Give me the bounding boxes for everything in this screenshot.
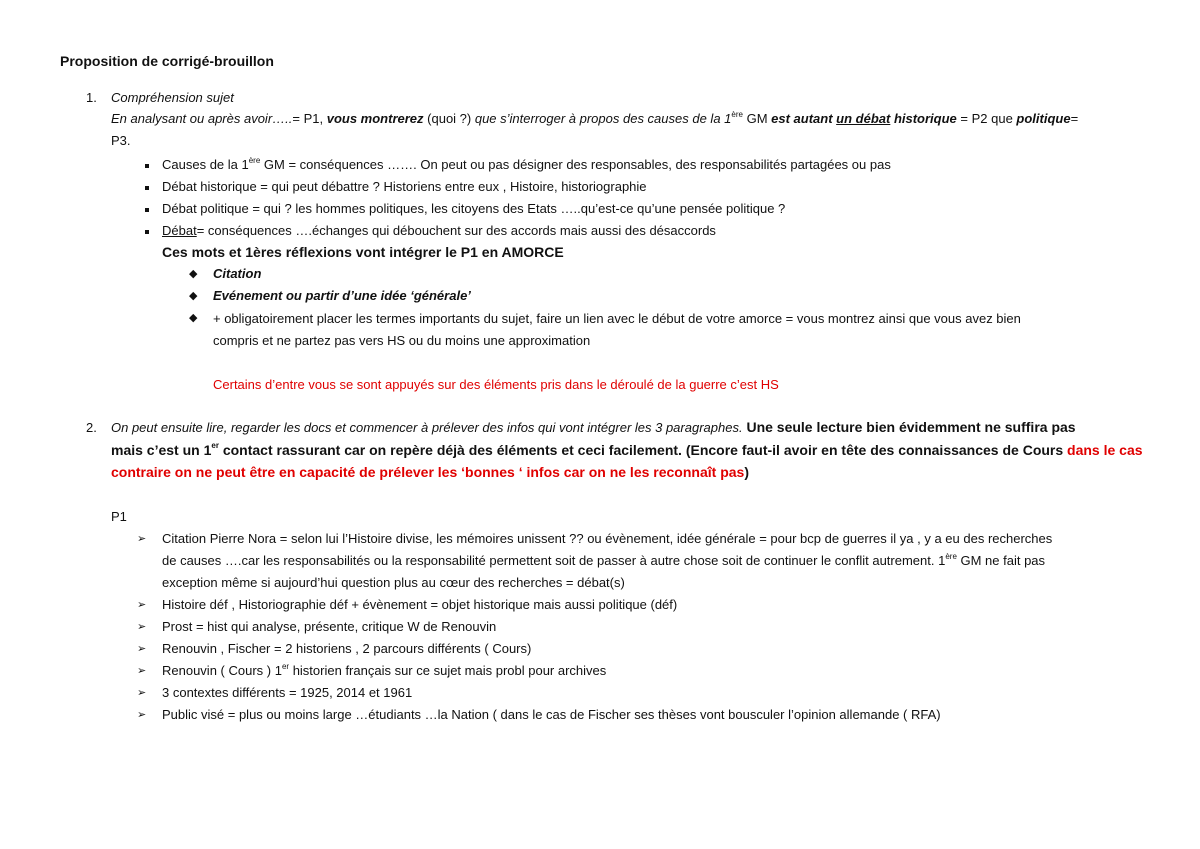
text-run: politique [1016,111,1071,126]
superscript: ère [731,109,743,119]
bullet-item [162,222,716,240]
text-run: historien français sur ce sujet mais probl pour archives [289,663,607,678]
text-run: Débat [162,223,197,238]
square-bullet-icon [145,186,149,190]
diamond-item: + obligatoirement placer les termes importants du sujet, faire un lien avec le début de votre amorce = vous montrez ainsi que vous avez bien [213,311,1021,326]
diamond-item: Evénement ou partir d’une idée ‘générale’ [213,288,471,303]
text-run: quoi ?) [431,111,472,126]
text-run: contraire on ne peut être en capacité de prélever les ‘bonnes ‘ infos car on ne les reconnaît pas [111,464,745,480]
diamond-bullet-icon: ◆ [189,268,198,280]
bullet-item [162,156,891,174]
text-run: Renouvin ( Cours ) 1 [162,663,282,678]
text-run: dans le cas [1067,442,1143,458]
page-title: Proposition de corrigé-brouillon [60,53,274,69]
section-2-line-3 [111,463,749,481]
arrow-bullet-icon: ➢ [137,687,147,699]
amorce-heading: Ces mots et 1ères réflexions vont intégrer le P1 en AMORCE [162,244,564,260]
p1-label: P1 [111,509,127,524]
section-2-line-1 [111,418,1076,437]
text-run: GM = conséquences ……. On peut ou pas désigner des responsables, des responsabilités partagées ou pas [260,157,891,172]
square-bullet-icon [145,230,149,234]
p1-item: Citation Pierre Nora = selon lui l’Histoire divise, les mémoires unissent ?? ou évènement, idée générale = pour bcp de guerres il ya , y a eu des recherches [162,531,1053,546]
superscript: er [211,441,219,451]
text-run: = conséquences ….échanges qui débouchent sur des accords mais aussi des désaccords [196,223,716,238]
arrow-bullet-icon: ➢ [137,621,147,633]
arrow-bullet-icon: ➢ [137,709,147,721]
diamond-item: Citation [213,266,262,281]
section-1-number: 1. [86,90,97,105]
p1-item-continuation [162,552,1045,570]
p1-item: 3 contextes différents = 1925, 2014 et 1961 [162,685,413,700]
superscript: ère [248,155,261,165]
text-run: est autant [771,111,837,126]
text-run: = P1, [292,111,327,126]
text-run: un débat [836,111,891,126]
p1-item-continuation: exception même si aujourd’hui question plus au cœur des recherches = débat(s) [162,575,625,590]
superscript: ère [945,551,957,561]
bullet-item: Débat historique = qui peut débattre ? Historiens entre eux , Histoire, historiographie [162,179,647,194]
text-run: que s’interroger à propos des causes de la 1 [471,111,732,126]
p1-item: Histoire déf , Historiographie déf + évènement = objet historique mais aussi politique (déf) [162,597,678,612]
red-note: Certains d’entre vous se sont appuyés sur des éléments pris dans le déroulé de la guerre c’est HS [213,377,779,392]
arrow-bullet-icon: ➢ [137,599,147,611]
text-run: Une seule lecture bien évidemment ne suffira pas [742,419,1076,435]
section-1-line-2: P3. [111,133,131,148]
text-run: ( [423,111,432,126]
arrow-bullet-icon: ➢ [137,533,147,545]
arrow-bullet-icon: ➢ [137,643,147,655]
diamond-bullet-icon: ◆ [189,290,198,302]
section-2-line-2 [111,441,1143,459]
text-run: contact rassurant car on repère déjà des éléments et ceci facilement. (Encore faut-il avoir en tête des connaissances de Cours [218,442,1068,458]
square-bullet-icon [145,208,149,212]
bullet-item: Débat politique = qui ? les hommes politiques, les citoyens des Etats …..qu’est-ce qu’une pensée politique ? [162,201,786,216]
diamond-item-continuation: compris et ne partez pas vers HS ou du moins une approximation [213,333,591,348]
text-run: En analysant ou après avoir….. [111,111,293,126]
section-1-line-1 [111,110,1078,128]
square-bullet-icon [145,164,149,168]
text-run: historique [890,111,957,126]
diamond-bullet-icon: ◆ [189,312,198,324]
text-run: ) [744,464,749,480]
text-run: On peut ensuite lire, regarder les docs et commencer à prélever des infos qui vont intégrer les 3 paragraphes. [111,420,743,435]
section-1-heading: Compréhension sujet [111,90,234,105]
text-run: vous montrerez [326,111,424,126]
arrow-bullet-icon: ➢ [137,665,147,677]
p1-item: Renouvin , Fischer = 2 historiens , 2 parcours différents ( Cours) [162,641,532,656]
p1-item: Public visé = plus ou moins large …étudiants …la Nation ( dans le cas de Fischer ses thèses vont bousculer l’opinion allemande ( RFA) [162,707,941,722]
p1-item: Prost = hist qui analyse, présente, critique W de Renouvin [162,619,497,634]
text-run: de causes ….car les responsabilités ou la responsabilité permettent soit de passer à autre chose soit de continuer le conflit autrement. 1 [162,553,946,568]
text-run: GM ne fait pas [956,553,1046,568]
text-run: = P2 que [956,111,1017,126]
text-run: GM [742,111,772,126]
p1-item [162,662,606,680]
text-run: mais c’est un 1 [111,442,212,458]
superscript: er [281,661,290,671]
section-2-number: 2. [86,420,97,435]
text-run: = [1070,111,1079,126]
text-run: Causes de la 1 [162,157,249,172]
